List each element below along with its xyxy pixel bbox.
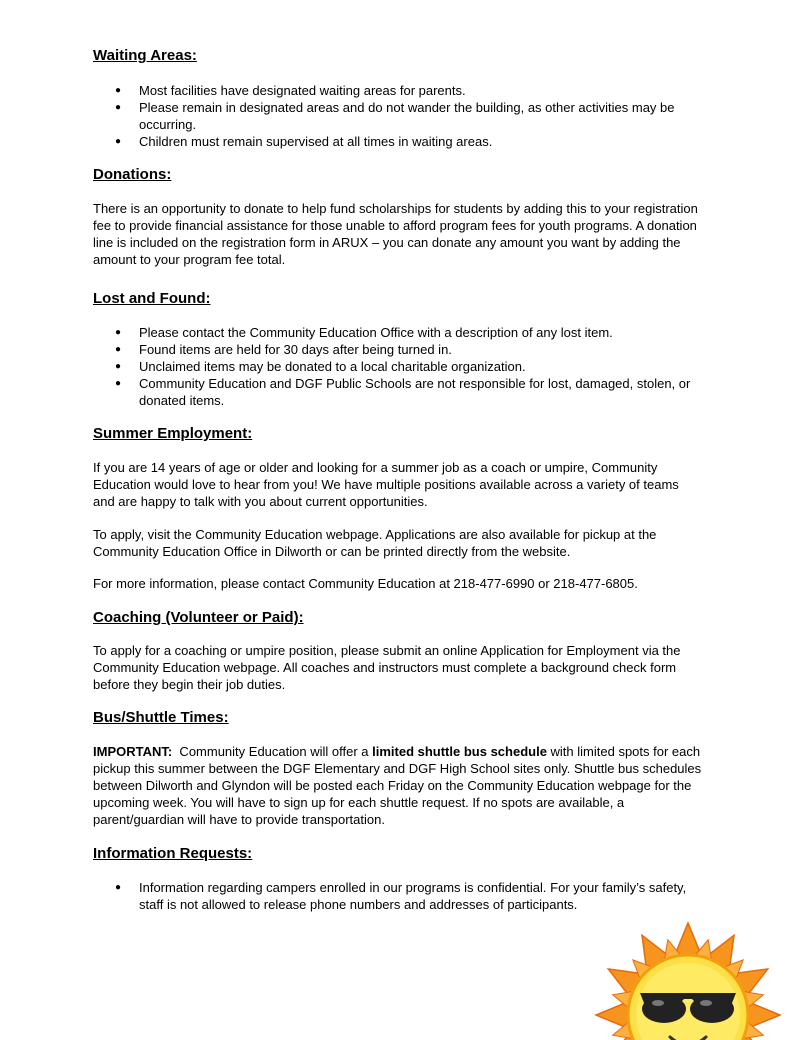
list-item: ● Community Education and DGF Public Schools are not responsible for lost, damaged, stolen, or donated items. [93,375,703,409]
list-item: ● Unclaimed items may be donated to a local charitable organization. [93,358,703,375]
donations-text: There is an opportunity to donate to help fund scholarships for students by adding this to your registration fee to provide financial assistance for those unable to afford program fees for youth programs. A donation line is included on the registration form in ARUX – you can donate any amount you want by adding the amount to your program fee total. [93,201,698,267]
list-item: ● Children must remain supervised at all times in waiting areas. [93,133,703,150]
bus-text-a: Community Education will offer a [172,744,373,759]
information-requests-heading: Information Requests: [93,845,253,862]
donations-heading: Donations: [93,166,172,183]
bus-text-b: with limited spots for each pickup this summer between the DGF Elementary and DGF High School sites only. Shuttle bus schedules between Dilworth and Glyndon will be posted each Friday on the Community Education webpage for the upcoming week. You will have to sign up for each shuttle request. If no spots are available, a parent/guardian will have to provide transportation. [93,744,702,827]
information-requests-list [93,879,703,913]
bus-bold-phrase: limited shuttle bus schedule [372,744,547,759]
coaching-text: To apply for a coaching or umpire position, please submit an online Application for Employment via the Community Education webpage. All coaches and instructors must complete a background check form before they begin their job duties. [93,643,681,692]
waiting-areas-heading: Waiting Areas: [93,47,197,64]
list-item: ● Please contact the Community Education Office with a description of any lost item. [93,324,703,341]
list-item: ● Most facilities have designated waiting areas for parents. [93,82,703,99]
sun-with-sunglasses-icon [593,920,791,1040]
summer-employment-contact: For more information, please contact Community Education at 218-477-6990 or 218-477-6805. [93,576,638,591]
list-item: ● Found items are held for 30 days after being turned in. [93,341,703,358]
lost-and-found-list [93,324,703,409]
summer-employment-text-2: To apply, visit the Community Education webpage. Applications are also available for pickup at the Community Education Office in Dilworth or can be printed directly from the website. [93,527,657,559]
lost-and-found-heading: Lost and Found: [93,290,211,307]
bus-shuttle-text [93,743,703,828]
list-item: ● Information regarding campers enrolled in our programs is confidential. For your family’s safety, staff is not allowed to release phone numbers and addresses of participants. [93,879,703,913]
coaching-heading: Coaching (Volunteer or Paid): [93,609,304,626]
list-item: ● Please remain in designated areas and do not wander the building, as other activities may be occurring. [93,99,703,133]
summer-employment-heading: Summer Employment: [93,425,253,442]
bus-shuttle-heading: Bus/Shuttle Times: [93,709,229,726]
summer-employment-text-1: If you are 14 years of age or older and looking for a summer job as a coach or umpire, Community Education would love to hear from you! We have multiple positions available across a variety of teams and are happy to talk with you about current opportunities. [93,460,679,509]
waiting-areas-list [93,82,703,150]
document-page [93,46,703,913]
important-label: IMPORTANT: [93,744,173,759]
